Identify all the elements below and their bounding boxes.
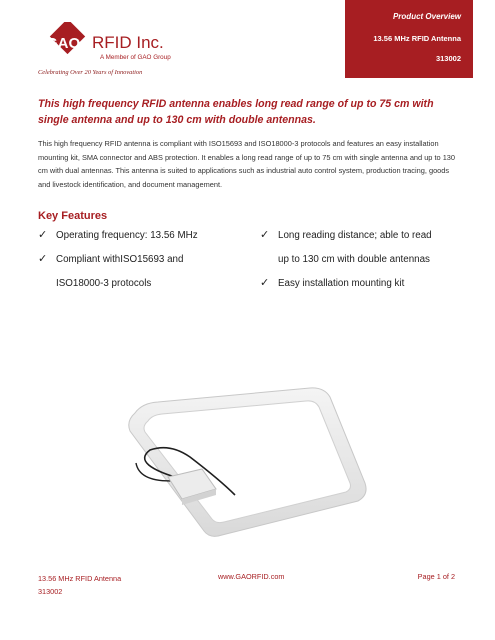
feature-item: Compliant withISO15693 and (56, 254, 184, 265)
antenna-product-image (110, 385, 370, 540)
header-section: Product Overview (392, 12, 461, 21)
checkmark-icon: ✓ (38, 252, 48, 265)
checkmark-icon: ✓ (38, 228, 48, 241)
feature-item: Operating frequency: 13.56 MHz (56, 230, 198, 241)
logo-tagline: Celebrating Over 20 Years of Innovation (38, 69, 143, 76)
feature-item: Long reading distance; able to read (278, 230, 432, 241)
description: This high frequency RFID antenna is compliant with ISO15693 and ISO18000-3 protocols and features an easy installation mounting kit, SMA connector and ABS protection. It enables a long read range of up to 75 cm with single antenna and up to 130 cm with dual antennas. This antenna is suited to applications such as industrial auto control system, production tracing, goods and livestock identification, and document management. (38, 139, 456, 189)
logo-member-text: A Member of GAO Group (100, 54, 171, 61)
footer-sku: 313002 (38, 587, 63, 596)
header-sku: 313002 (435, 54, 461, 63)
footer-page-number: Page 1 of 2 (417, 572, 455, 581)
key-features-title: Key Features (38, 210, 108, 222)
header-product: 13.56 MHz RFID Antenna (373, 34, 461, 43)
feature-item-continued: ISO18000-3 protocols (56, 278, 152, 289)
headline: This high frequency RFID antenna enables long read range of up to 75 cm with single antenna and up to 130 cm with double antennas. (38, 98, 434, 126)
feature-item-continued: up to 130 cm with double antennas (278, 254, 430, 265)
header-box (345, 0, 473, 78)
logo-gao-text: GAO (46, 35, 81, 52)
footer-left (38, 572, 121, 598)
footer-product: 13.56 MHz RFID Antenna (38, 574, 122, 583)
checkmark-icon: ✓ (260, 228, 270, 241)
feature-item: Easy installation mounting kit (278, 278, 405, 289)
logo-rfid-text: RFID Inc. (92, 33, 164, 52)
footer-url[interactable]: www.GAORFID.com (218, 572, 285, 581)
checkmark-icon: ✓ (260, 276, 270, 289)
